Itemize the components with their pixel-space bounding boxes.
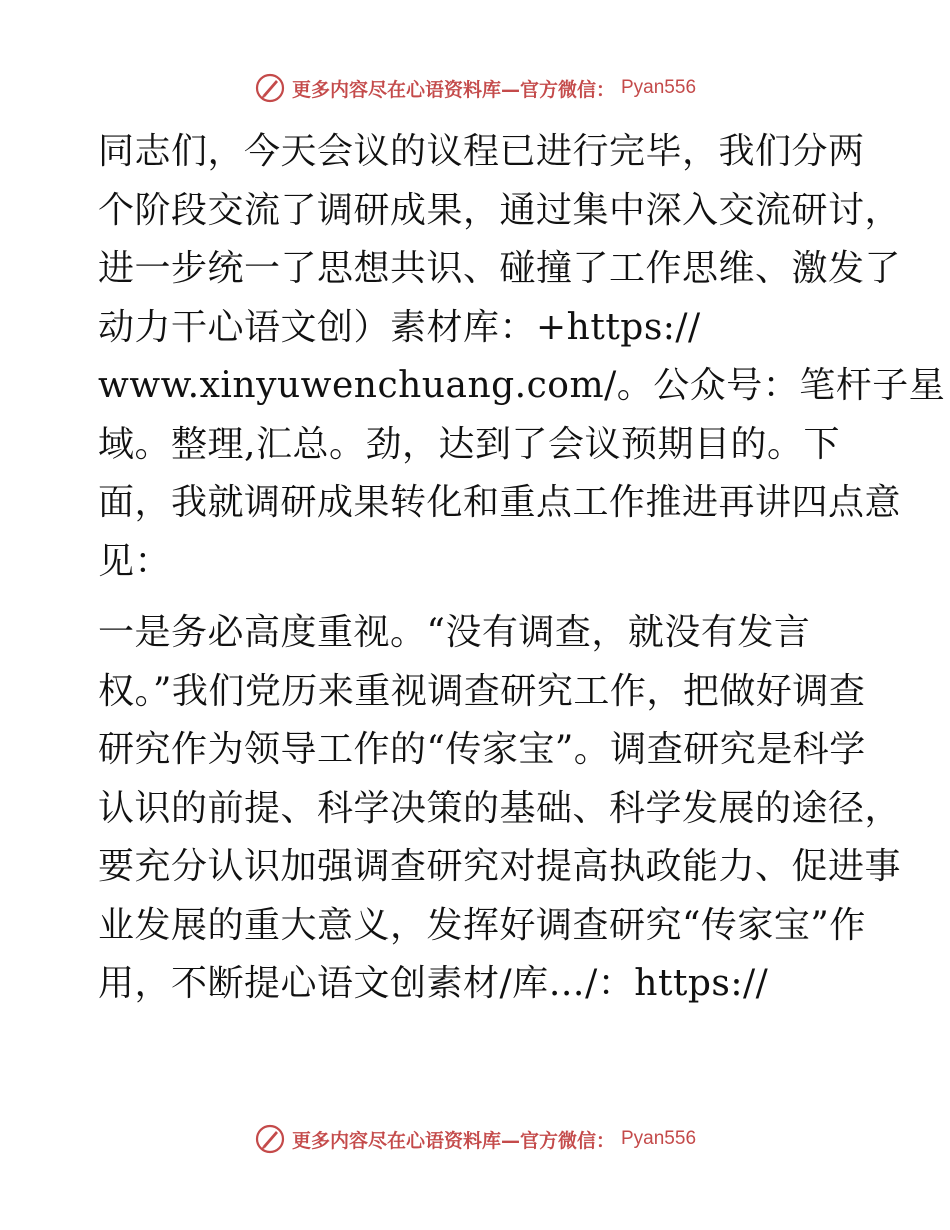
text-line: 进一步统一了思想共识、碰撞了工作思维、激发了 [98, 248, 902, 289]
text-line: www.xinyuwenchuang.com/。公众号：笔杆子星 [98, 365, 946, 406]
text-line: 见： [98, 540, 172, 582]
text-line: 个阶段交流了调研成果，通过集中深入交流研讨， [98, 189, 902, 231]
text-line: 研究作为领导工作的“传家宝”。调查研究是科学 [98, 729, 866, 770]
document-body [98, 123, 946, 1014]
paragraph-2 [98, 604, 902, 1014]
text-line: 动力干心语文创）素材库：+https:// [98, 306, 701, 348]
watermark-wechat-id: Pyan556 [621, 1128, 697, 1149]
paragraph-1 [98, 123, 946, 591]
text-line: 权。”我们党历来重视调查研究工作，把做好调查 [98, 670, 866, 712]
text-line: 同志们，今天会议的议程已进行完毕，我们分两 [98, 131, 865, 172]
feather-pen-logo-icon [254, 72, 286, 104]
text-line: 业发展的重大意义，发挥好调查研究“传家宝”作 [98, 904, 866, 946]
text-line: 要充分认识加强调查研究对提高执政能力、促进事 [98, 846, 902, 887]
watermark-text: 更多内容尽在心语资料库—官方微信： [291, 78, 615, 101]
header-watermark [0, 72, 950, 104]
text-line: 面，我就调研成果转化和重点工作推进再讲四点意 [98, 482, 902, 523]
footer-watermark [0, 1123, 950, 1155]
text-line: 用，不断提心语文创素材/库…/：https:// [98, 963, 769, 1004]
watermark-wechat-id: Pyan556 [621, 77, 697, 98]
text-line: 一是务必高度重视。“没有调查，就没有发言 [98, 612, 811, 653]
text-line: 域。整理,汇总。劲，达到了会议预期目的。下 [98, 423, 840, 465]
paragraph-spacer [98, 591, 853, 604]
watermark-text: 更多内容尽在心语资料库—官方微信： [291, 1129, 615, 1152]
feather-pen-logo-icon [254, 1123, 286, 1155]
text-line: 认识的前提、科学决策的基础、科学发展的途径， [98, 787, 902, 829]
